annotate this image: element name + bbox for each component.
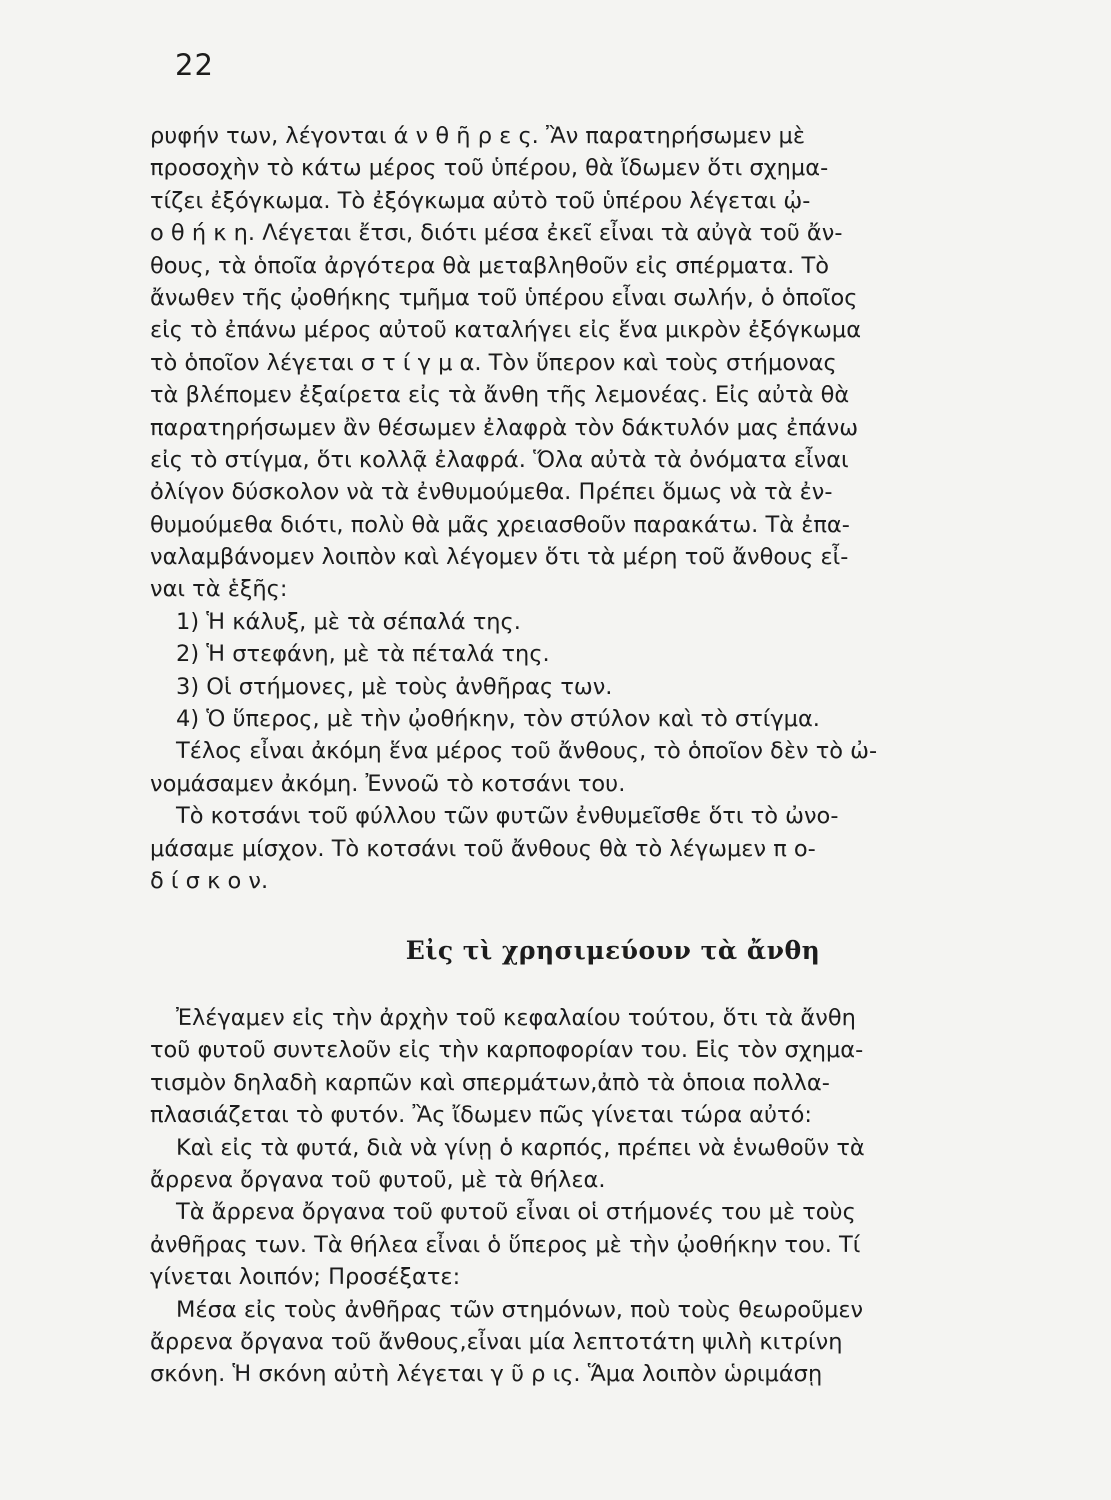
text-line: 4) Ὁ ὕπερος, μὲ τὴν ᾠοθήκην, τὸν στύλον καὶ τὸ στίγμα.	[176, 706, 820, 733]
text-line: προσοχὴν τὸ κάτω μέρος τοῦ ὑπέρου, θὰ ἴδωμεν ὅτι σχημα-	[150, 155, 829, 182]
text-line: γίνεται λοιπόν; Προσέξατε:	[150, 1264, 461, 1291]
text-line: ἄρρενα ὄργανα τοῦ φυτοῦ, μὲ τὰ θήλεα.	[150, 1166, 606, 1193]
text-line: τὰ βλέπομεν ἐξαίρετα εἰς τὰ ἄνθη τῆς λεμονέας. Εἰς αὐτὰ θὰ	[150, 382, 850, 409]
text-line: τισμὸν δηλαδὴ καρπῶν καὶ σπερμάτων,ἀπὸ τὰ ὁποια πολλα-	[150, 1069, 830, 1096]
text-line: ρυφήν των, λέγονται ά ν θ ῆ ρ ε ς. Ἂν παρατηρήσωμεν μὲ	[150, 123, 806, 149]
text-line: ἄνωθεν τῆς ᾠοθήκης τμῆμα τοῦ ὑπέρου εἶναι σωλήν, ὁ ὁποῖος	[150, 284, 858, 311]
text-line: 3) Οἱ στήμονες, μὲ τοὺς ἀνθῆρας των.	[176, 673, 613, 700]
text-line: θους, τὰ ὁποῖα ἀργότερα θὰ μεταβληθοῦν εἰς σπέρματα. Τὸ	[150, 252, 829, 279]
text-line: θυμούμεθα διότι, πολὺ θὰ μᾶς χρειασθοῦν παρακάτω. Τὰ ἐπα-	[150, 511, 850, 538]
text-line: τὸ ὁποῖον λέγεται σ τ ί γ μ α. Τὸν ὕπερον καὶ τοὺς στήμονας	[150, 349, 837, 376]
text-line: ἄρρενα ὄργανα τοῦ ἄνθους,εἶναι μία λεπτοτάτη ψιλὴ κιτρίνη	[150, 1328, 843, 1355]
text-line: παρατηρήσωμεν ἂν θέσωμεν ἐλαφρὰ τὸν δάκτυλόν μας ἐπάνω	[150, 414, 859, 441]
page-number: 22	[175, 48, 214, 82]
text-line: 1) Ἡ κάλυξ, μὲ τὰ σέπαλά της.	[176, 608, 521, 635]
text-line: ὀλίγον δύσκολον νὰ τὰ ἐνθυμούμεθα. Πρέπει ὅμως νὰ τὰ ἐν-	[150, 479, 833, 506]
text-line: νομάσαμεν ἀκόμη. Ἐννοῶ τὸ κοτσάνι του.	[150, 770, 626, 797]
text-line: εἰς τὸ ἐπάνω μέρος αὐτοῦ καταλήγει εἰς ἕνα μικρὸν ἐξόγκωμα	[150, 317, 862, 344]
text-line: Καὶ εἰς τὰ φυτά, διὰ νὰ γίνῃ ὁ καρπός, πρέπει νὰ ἑνωθοῦν τὰ	[176, 1134, 865, 1161]
text-line: σκόνη. Ἡ σκόνη αὐτὴ λέγεται γ ῦ ρ ις. Ἅμα λοιπὸν ὡριμάσῃ	[150, 1361, 823, 1388]
text-line: Τὰ ἄρρενα ὄργανα τοῦ φυτοῦ εἶναι οἱ στήμονές του μὲ τοὺς	[176, 1199, 856, 1226]
text-line: τίζει ἐξόγκωμα. Τὸ ἐξόγκωμα αὐτὸ τοῦ ὑπέρου λέγεται ᾠ-	[150, 187, 811, 214]
section-heading: Εἰς τὶ χρησιμεύουν τὰ ἄνθη	[405, 936, 821, 965]
text-line: ο θ ή κ η. Λέγεται ἔτσι, διότι μέσα ἐκεῖ εἶναι τὰ αὐγὰ τοῦ ἄν-	[150, 220, 843, 247]
text-line: 2) Ἡ στεφάνη, μὲ τὰ πέταλά της.	[176, 641, 550, 668]
text-line: Μέσα εἰς τοὺς ἀνθῆρας τῶν στημόνων, ποὺ τοὺς θεωροῦμεν	[176, 1296, 864, 1323]
text-line: ἀνθῆρας των. Τὰ θήλεα εἶναι ὁ ὕπερος μὲ τὴν ᾠοθήκην του. Τί	[150, 1231, 861, 1258]
text-line: μάσαμε μίσχον. Τὸ κοτσάνι τοῦ ἄνθους θὰ τὸ λέγωμεν π ο-	[150, 835, 816, 862]
text-line: Τέλος εἶναι ἀκόμη ἕνα μέρος τοῦ ἄνθους, τὸ ὁποῖον δὲν τὸ ὠ-	[176, 738, 878, 765]
text-line: πλασιάζεται τὸ φυτόν. Ἂς ἴδωμεν πῶς γίνεται τώρα αὐτό:	[150, 1102, 812, 1129]
text-line: εἰς τὸ στίγμα, ὅτι κολλᾷ ἐλαφρά. Ὅλα αὐτὰ τὰ ὀνόματα εἶναι	[150, 446, 849, 473]
body-text-bottom	[150, 1002, 1076, 1391]
text-line: Ἐλέγαμεν εἰς τὴν ἀρχὴν τοῦ κεφαλαίου τούτου, ὅτι τὰ ἄνθη	[176, 1005, 856, 1031]
body-text-top	[150, 120, 1076, 897]
text-line: ναι τὰ ἑξῆς:	[150, 576, 288, 603]
text-line: τοῦ φυτοῦ συντελοῦν εἰς τὴν καρποφορίαν του. Εἰς τὸν σχημα-	[150, 1037, 864, 1064]
text-line: Τὸ κοτσάνι τοῦ φύλλου τῶν φυτῶν ἐνθυμεῖσθε ὅτι τὸ ὠνο-	[176, 803, 839, 830]
text-line: ναλαμβάνομεν λοιπὸν καὶ λέγομεν ὅτι τὰ μέρη τοῦ ἄνθους εἶ-	[150, 544, 849, 571]
text-line: δ ί σ κ ο ν.	[150, 867, 269, 894]
